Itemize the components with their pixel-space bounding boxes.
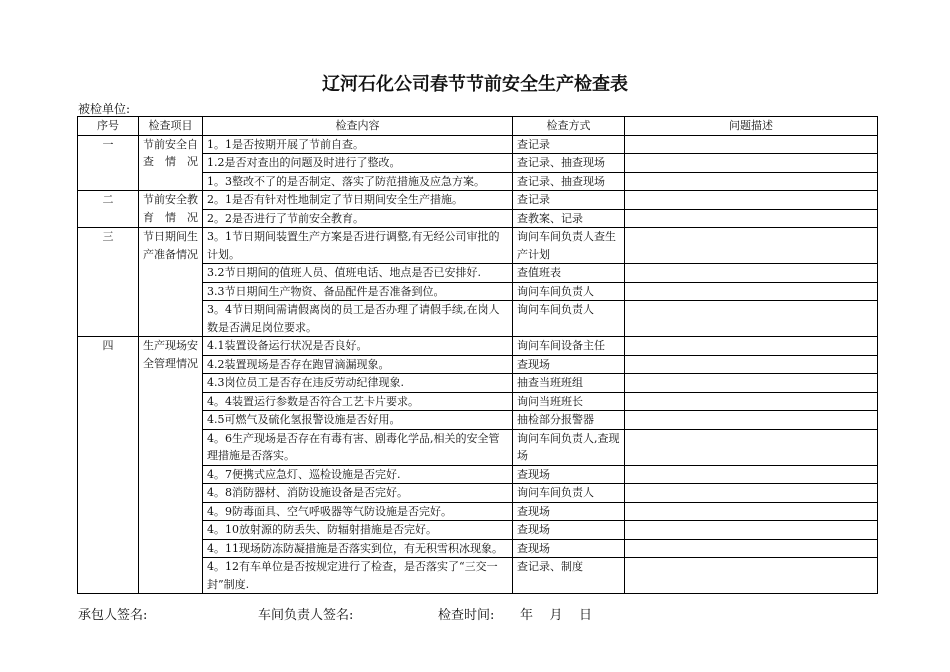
check-method-cell: 询问车间设备主任	[513, 337, 625, 356]
check-content-cell: 1.2是否对查出的问题及时进行了整改。	[203, 154, 513, 173]
check-content-cell: 4。8消防器材、消防设施设备是否完好。	[203, 484, 513, 503]
check-method-cell: 查值班表	[513, 264, 625, 283]
issue-description-cell	[625, 392, 878, 411]
check-content-cell: 2。1是否有针对性地制定了节日期间安全生产措施。	[203, 191, 513, 210]
check-method-cell: 询问车间负责人,查现场	[513, 429, 625, 465]
check-method-cell: 查记录、抽查现场	[513, 172, 625, 191]
issue-description-cell	[625, 558, 878, 594]
table-body	[78, 135, 878, 594]
issue-description-cell	[625, 337, 878, 356]
check-method-cell: 查现场	[513, 355, 625, 374]
issue-description-cell	[625, 521, 878, 540]
issue-description-cell	[625, 282, 878, 301]
check-method-cell: 抽查当班班组	[513, 374, 625, 393]
check-method-cell: 查现场	[513, 521, 625, 540]
check-content-cell: 4。10放射源的防丢失、防辐射措施是否完好。	[203, 521, 513, 540]
issue-description-cell	[625, 135, 878, 154]
header-item: 检查项目	[139, 117, 203, 136]
check-date-fields: 年 月 日	[520, 608, 593, 623]
check-method-cell: 抽检部分报警器	[513, 411, 625, 430]
page-title: 辽河石化公司春节节前安全生产检查表	[322, 74, 628, 95]
check-method-cell: 查教案、记录	[513, 209, 625, 228]
inspection-table	[77, 116, 878, 594]
check-content-cell: 4.2装置现场是否存在跑冒滴漏现象。	[203, 355, 513, 374]
issue-description-cell	[625, 154, 878, 173]
check-content-cell: 3。1节日期间装置生产方案是否进行调整,有无经公司审批的计划。	[203, 228, 513, 264]
group-number: 四	[78, 337, 139, 594]
check-method-cell: 查记录	[513, 191, 625, 210]
group-number: 一	[78, 135, 139, 191]
check-method-cell: 询问车间负责人查生产计划	[513, 228, 625, 264]
issue-description-cell	[625, 228, 878, 264]
signature-footer	[78, 604, 878, 622]
issue-description-cell	[625, 374, 878, 393]
issue-description-cell	[625, 264, 878, 283]
group-check-item: 节前安全教育情况	[139, 191, 203, 228]
check-content-cell: 4。6生产现场是否存在有毒有害、剧毒化学品,相关的安全管理措施是否落实。	[203, 429, 513, 465]
check-method-cell: 询问车间负责人	[513, 282, 625, 301]
check-content-cell: 4.5可燃气及硫化氢报警设施是否好用。	[203, 411, 513, 430]
issue-description-cell	[625, 301, 878, 337]
header-method: 检查方式	[513, 117, 625, 136]
table-header-row	[78, 117, 878, 136]
header-content: 检查内容	[203, 117, 513, 136]
table-row	[78, 191, 878, 210]
issue-description-cell	[625, 465, 878, 484]
check-content-cell: 4。7便携式应急灯、巡检设施是否完好.	[203, 465, 513, 484]
table-row	[78, 228, 878, 264]
workshop-signature-label: 车间负责人签名:	[258, 608, 354, 623]
issue-description-cell	[625, 411, 878, 430]
check-content-cell: 3。4节日期间需请假离岗的员工是否办理了请假手续,在岗人数是否满足岗位要求。	[203, 301, 513, 337]
issue-description-cell	[625, 502, 878, 521]
group-check-item: 生产现场安全管理情况	[139, 337, 203, 594]
issue-description-cell	[625, 484, 878, 503]
group-number: 二	[78, 191, 139, 228]
check-method-cell: 查记录、制度	[513, 558, 625, 594]
check-content-cell: 1。3整改不了的是否制定、落实了防范措施及应急方案。	[203, 172, 513, 191]
check-time-label: 检查时间:	[438, 608, 495, 623]
header-number: 序号	[78, 117, 139, 136]
group-number: 三	[78, 228, 139, 337]
check-content-cell: 3.2节日期间的值班人员、值班电话、地点是否已安排好.	[203, 264, 513, 283]
check-method-cell: 询问当班班长	[513, 392, 625, 411]
check-method-cell: 查记录、抽查现场	[513, 154, 625, 173]
table-row	[78, 135, 878, 154]
check-content-cell: 4。4装置运行参数是否符合工艺卡片要求。	[203, 392, 513, 411]
check-content-cell: 4。9防毒面具、空气呼吸器等气防设施是否完好。	[203, 502, 513, 521]
check-content-cell: 4。11现场防冻防凝措施是否落实到位，有无积雪积冰现象。	[203, 539, 513, 558]
issue-description-cell	[625, 539, 878, 558]
table-row	[78, 337, 878, 356]
issue-description-cell	[625, 209, 878, 228]
check-content-cell: 4.3岗位员工是否存在违反劳动纪律现象.	[203, 374, 513, 393]
check-method-cell: 询问车间负责人	[513, 301, 625, 337]
issue-description-cell	[625, 429, 878, 465]
group-check-item: 节前安全自查情况	[139, 135, 203, 191]
check-content-cell: 2。2是否进行了节前安全教育。	[203, 209, 513, 228]
issue-description-cell	[625, 355, 878, 374]
check-method-cell: 查记录	[513, 135, 625, 154]
issue-description-cell	[625, 172, 878, 191]
contractor-signature-label: 承包人签名:	[78, 608, 148, 623]
inspected-unit-label: 被检单位:	[78, 102, 131, 116]
check-method-cell: 查现场	[513, 502, 625, 521]
check-method-cell: 查现场	[513, 465, 625, 484]
group-check-item: 节日期间生产准备情况	[139, 228, 203, 337]
check-method-cell: 查现场	[513, 539, 625, 558]
check-content-cell: 4.1装置设备运行状况是否良好。	[203, 337, 513, 356]
check-content-cell: 3.3节日期间生产物资、备品配件是否准备到位。	[203, 282, 513, 301]
check-content-cell: 4。12有车单位是否按规定进行了检查，是否落实了“三交一封”制度.	[203, 558, 513, 594]
check-content-cell: 1。1是否按期开展了节前自查。	[203, 135, 513, 154]
check-method-cell: 询问车间负责人	[513, 484, 625, 503]
header-issue: 问题描述	[625, 117, 878, 136]
issue-description-cell	[625, 191, 878, 210]
